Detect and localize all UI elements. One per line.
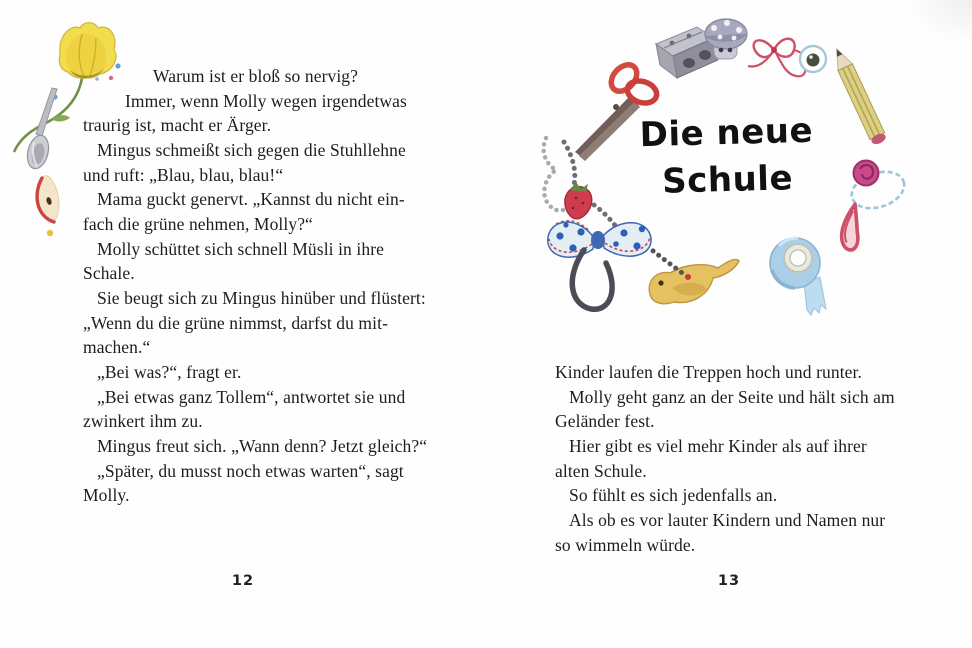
text-line: „Wenn du die grüne nimmst, darfst du mit-	[83, 312, 388, 333]
hair-clip-icon	[840, 203, 863, 251]
yellow-dot	[47, 230, 53, 236]
text-line: Hier gibt es viel mehr Kinder als auf ihrer	[569, 435, 867, 456]
patterned-bow-mask-icon	[548, 221, 651, 258]
text-line: Molly geht ganz an der Seite und hält sich am	[569, 386, 895, 407]
teaspoon	[24, 88, 57, 171]
bird-charm-icon	[649, 259, 739, 303]
googly-eye-icon	[800, 46, 826, 72]
text-line: zwinkert ihm zu.	[83, 411, 203, 432]
apple-slice	[37, 176, 59, 222]
left-page-text	[83, 64, 479, 508]
text-line: Mingus freut sich. „Wann denn? Jetzt gleich?“	[97, 435, 428, 456]
text-line: „Bei etwas ganz Tollem“, antwortet sie und	[97, 386, 406, 407]
text-line: Warum ist er bloß so nervig?	[153, 66, 359, 86]
strawberry-bead-icon	[565, 182, 592, 219]
text-line: Kinder laufen die Treppen hoch und runter.	[555, 362, 862, 382]
text-line: fach die grüne nehmen, Molly?“	[83, 213, 313, 234]
text-line: alten Schule.	[555, 460, 647, 481]
chapter-title	[601, 107, 853, 208]
text-line: traurig ist, macht er Ärger.	[83, 115, 272, 136]
text-line: Immer, wenn Molly wegen irgendetwas	[125, 90, 407, 111]
text-line: Molly.	[83, 485, 130, 506]
text-line: Schale.	[83, 263, 135, 284]
text-line: Geländer fest.	[555, 411, 655, 432]
chapter-title-line2: Schule	[661, 158, 794, 202]
chapter-title-line1: Die neue	[639, 110, 814, 156]
page-number-left: 12	[231, 573, 255, 589]
text-line: Als ob es vor lauter Kindern und Namen nur	[569, 509, 886, 530]
text-line: Mingus schmeißt sich gegen die Stuhllehne	[97, 139, 406, 160]
cord-loop	[572, 250, 612, 309]
text-line: So fühlt es sich jedenfalls an.	[569, 485, 778, 506]
text-line: Sie beugt sich zu Mingus hinüber und flüstert:	[97, 287, 426, 308]
page-right	[486, 0, 972, 648]
pink-button-icon	[854, 161, 879, 186]
text-line: und ruft: „Blau, blau, blau!“	[83, 164, 284, 185]
right-page-text	[555, 360, 951, 557]
text-line: „Später, du musst noch etwas warten“, sagt	[97, 460, 404, 481]
text-line: „Bei was?“, fragt er.	[97, 361, 242, 382]
page-number-right: 13	[717, 573, 741, 589]
text-line: Mama guckt genervt. „Kannst du nicht ein-	[97, 189, 405, 210]
tape-roll-icon	[770, 238, 826, 315]
text-line: so wimmeln würde.	[555, 534, 696, 555]
text-line: machen.“	[83, 337, 151, 358]
text-line: Molly schüttet sich schnell Müsli in ihre	[97, 238, 384, 259]
